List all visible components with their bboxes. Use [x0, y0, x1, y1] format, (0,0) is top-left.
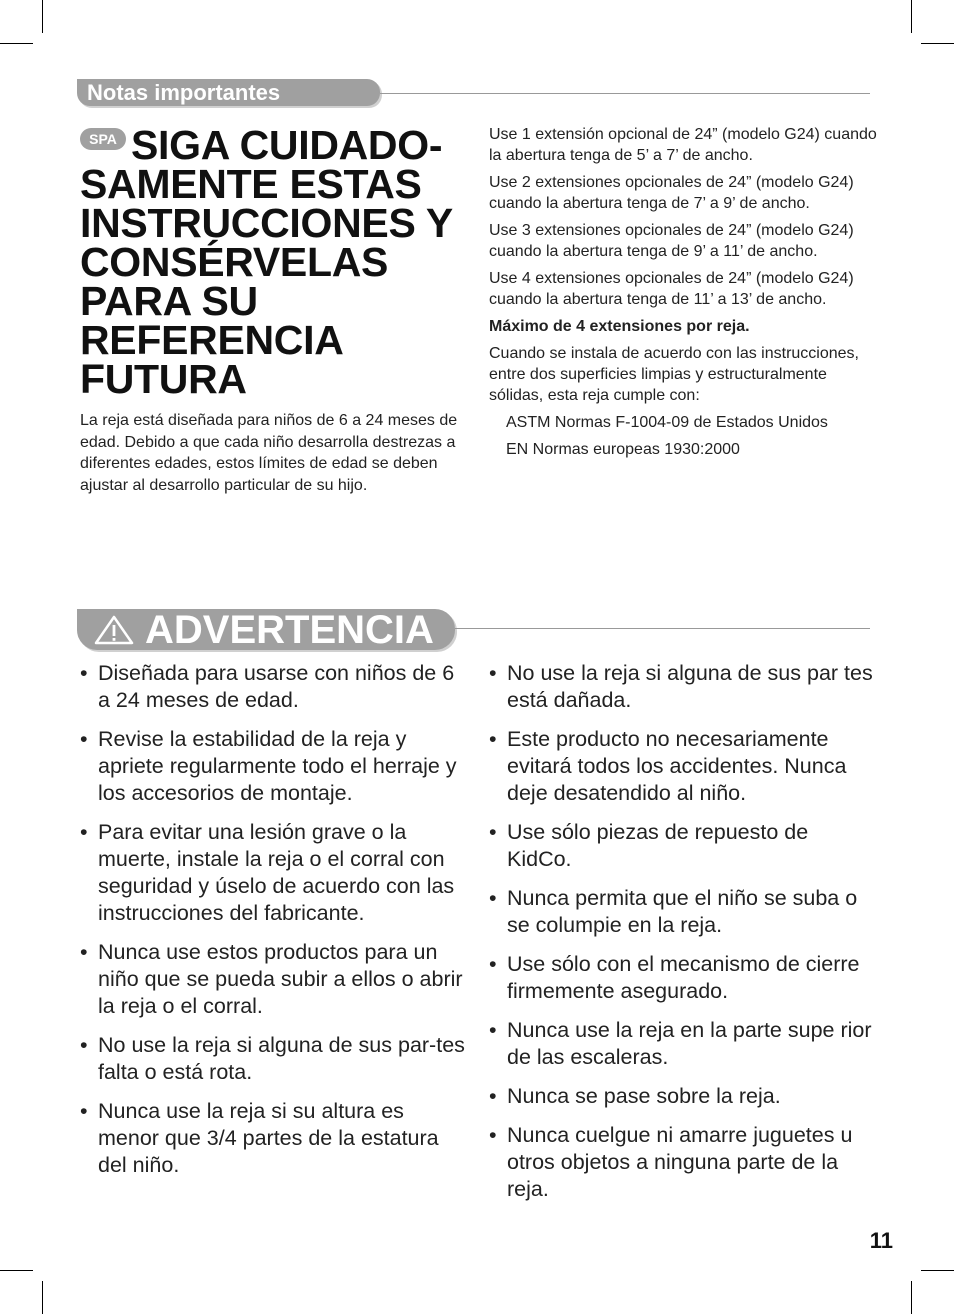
warning-heading [77, 609, 455, 650]
warning-divider [455, 628, 870, 629]
list-item: • Nunca use la reja en la parte supe rior de las escaleras. [489, 1017, 874, 1071]
warning-triangle-icon [94, 615, 134, 645]
extension-note-3: Use 3 extensiones opcionales de 24” (modelo G24) cuando la abertura tenga de 9’ a 11’ de ancho. [489, 222, 854, 260]
extension-note-1: Use 1 extensión opcional de 24” (modelo G24) cuando la abertura tenga de 5’ a 7’ de ancho. [489, 126, 877, 164]
compliance-text: Cuando se instala de acuerdo con las instrucciones, entre dos superficies limpias y estructuralmente sólidas, esta reja cumple con: [489, 345, 859, 404]
standard-en: EN Normas europeas 1930:2000 [506, 441, 740, 458]
crop-mark [921, 43, 954, 44]
list-item: • No use la reja si alguna de sus par-tes falta o está rota. [80, 1032, 465, 1086]
list-item: • Nunca se pase sobre la reja. [489, 1083, 874, 1110]
list-item: • Nunca cuelgue ni amarre juguetes u otros objetos a ninguna parte de la reja. [489, 1122, 874, 1203]
list-item: • Este producto no necesariamente evitará todos los accidentes. Nunca deje desatendido al niño. [489, 726, 874, 807]
list-item: • Revise la estabilidad de la reja y apriete regularmente todo el herraje y los accesorios de montaje. [80, 726, 465, 807]
crop-mark [42, 0, 43, 33]
list-item: • Diseñada para usarse con niños de 6 a 24 meses de edad. [80, 660, 465, 714]
list-item: • Nunca permita que el niño se suba o se columpie en la reja. [489, 885, 874, 939]
list-item: • No use la reja si alguna de sus par tes está dañada. [489, 660, 874, 714]
max-extensions-note: Máximo de 4 extensiones por reja. [489, 318, 750, 335]
intro-text: La reja está diseñada para niños de 6 a 24 meses de edad. Debido a que cada niño desarrolla destrezas a diferentes edades, estos límites de edad se deben ajustar al desarrollo particular de su hijo. [80, 412, 458, 494]
crop-mark [911, 0, 912, 33]
list-item: • Use sólo con el mecanismo de cierre firmemente asegurado. [489, 951, 874, 1005]
list-item: • Use sólo piezas de repuesto de KidCo. [489, 819, 874, 873]
warning-list-right [489, 660, 874, 1215]
section-label: Notas importantes [77, 79, 380, 106]
warning-heading-text: ADVERTENCIA [145, 608, 434, 652]
crop-mark [0, 1270, 33, 1271]
warning-list-left [80, 660, 465, 1191]
crop-mark [42, 1281, 43, 1314]
crop-mark [0, 43, 33, 44]
page-title: SIGA CUIDADO-SAMENTE ESTAS INSTRUCCIONES Y CONSÉRVELAS PARA SU REFERENCIA FUTURA [80, 122, 453, 402]
crop-mark [911, 1281, 912, 1314]
section-divider [380, 93, 870, 94]
standard-astm: ASTM Normas F-1004-09 de Estados Unidos [506, 414, 828, 431]
list-item: • Para evitar una lesión grave o la muerte, instale la reja o el corral con seguridad y úselo de acuerdo con las instrucciones del fabricante. [80, 819, 465, 927]
list-item: • Nunca use estos productos para un niño que se pueda subir a ellos o abrir la reja o el corral. [80, 939, 465, 1020]
extension-info [489, 124, 879, 466]
list-item: • Nunca use la reja si su altura es menor que 3/4 partes de la estatura del niño. [80, 1098, 465, 1179]
page-number: 11 [869, 1228, 893, 1253]
crop-mark [921, 1270, 954, 1271]
language-badge: SPA [80, 128, 126, 150]
extension-note-4: Use 4 extensiones opcionales de 24” (modelo G24) cuando la abertura tenga de 11’ a 13’ de ancho. [489, 270, 854, 308]
extension-note-2: Use 2 extensiones opcionales de 24” (modelo G24) cuando la abertura tenga de 7’ a 9’ de ancho. [489, 174, 854, 212]
